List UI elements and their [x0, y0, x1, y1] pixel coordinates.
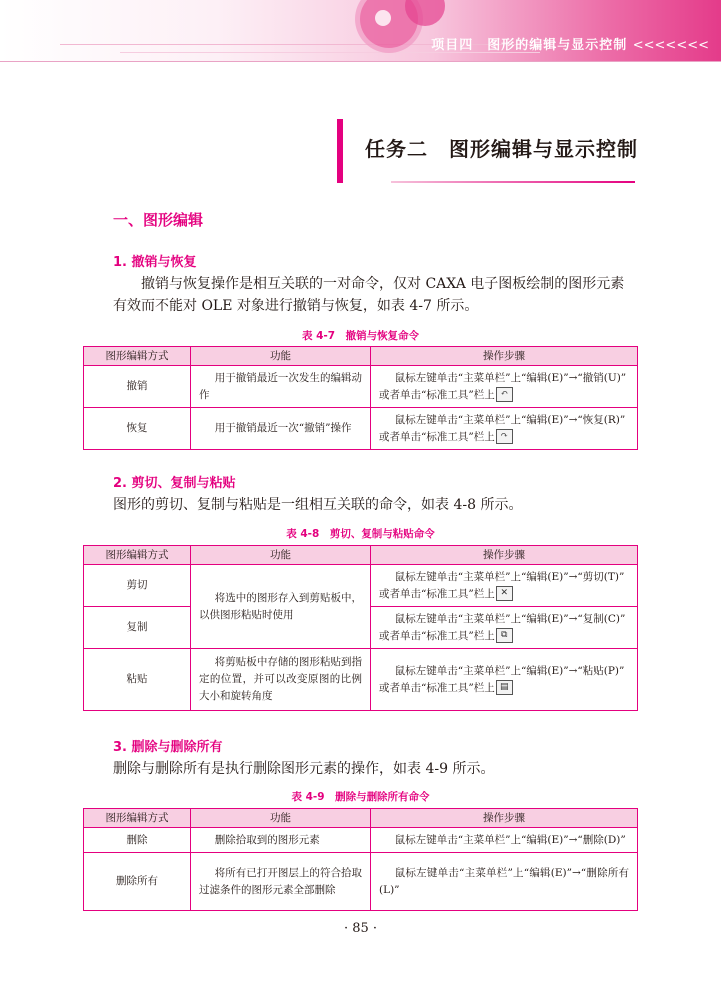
header-chapter: 图形的编辑与显示控制: [487, 38, 628, 53]
cell-function: 用于撤销最近一次“撤销”操作: [191, 408, 371, 450]
task-title: 任务二 图形编辑与显示控制: [365, 137, 638, 161]
table-caption-4-9: 表 4-9 删除与删除所有命令: [291, 791, 430, 803]
cell-function: 用于撤销最近一次发生的编辑动作: [191, 366, 371, 408]
cell-steps: [371, 649, 638, 711]
step-line: 鼠标左键单击“主菜单栏”上“编辑(E)”→“恢复(R)”: [394, 413, 626, 426]
cell-mode: 撤销: [84, 366, 191, 408]
cell-function: 将剪贴板中存储的图形粘贴到指定的位置，并可以改变原图的比例大小和旋转角度: [191, 649, 371, 711]
gear-icon: [375, 10, 391, 26]
task-title-block: [337, 119, 638, 183]
column-header: 图形编辑方式: [84, 546, 191, 565]
task-title-underline: [391, 181, 635, 183]
table-row: [84, 853, 638, 911]
table-caption-4-7: 表 4-7 撤销与恢复命令: [301, 330, 420, 342]
step-text: 或者单击“标准工具”栏上: [379, 629, 495, 642]
step-line: [379, 680, 629, 697]
cell-mode: 删除: [84, 828, 191, 853]
copy-icon: ⧉: [496, 628, 513, 643]
column-header: 功能: [191, 347, 371, 366]
table-row: [84, 565, 638, 607]
table-header-row: [84, 546, 638, 565]
table-row: [84, 366, 638, 408]
cell-mode: 恢复: [84, 408, 191, 450]
table-4-9: [83, 808, 638, 911]
task-title-bar: [337, 119, 343, 183]
paragraph-undo: 撤销与恢复操作是相互关联的一对命令，仅对 CAXA 电子图板绘制的图形元素有效而不能对 OLE 对象进行撤销与恢复，如表 4-7 所示。: [113, 276, 625, 314]
cell-mode: 粘贴: [84, 649, 191, 711]
step-line: [379, 586, 629, 603]
column-header: 操作步骤: [371, 809, 638, 828]
cell-steps: 鼠标左键单击“主菜单栏”上“编辑(E)”→“删除所有(L)”: [371, 853, 638, 911]
cell-mode: 剪切: [84, 565, 191, 607]
step-line: [379, 628, 629, 645]
column-header: 操作步骤: [371, 347, 638, 366]
header-title: [431, 34, 709, 53]
page-number: · 85 ·: [343, 921, 378, 936]
page-header: [0, 0, 721, 62]
paragraph-delete: 删除与删除所有是执行删除图形元素的操作，如表 4-9 所示。: [113, 761, 495, 777]
cell-function: 将选中的图形存入到剪贴板中，以供图形粘贴时使用: [191, 565, 371, 649]
step-text: 或者单击“标准工具”栏上: [379, 430, 495, 443]
cell-steps: [371, 607, 638, 649]
table-row: [84, 408, 638, 450]
column-header: 功能: [191, 809, 371, 828]
section-heading: 一、图形编辑: [113, 211, 204, 229]
cell-steps: 鼠标左键单击“主菜单栏”上“编辑(E)”→“删除(D)”: [371, 828, 638, 853]
redo-icon: ↷: [496, 429, 513, 444]
cell-function: 将所有已打开图层上的符合拾取过滤条件的图形元素全部删除: [191, 853, 371, 911]
step-line: 鼠标左键单击“主菜单栏”上“编辑(E)”→“撤销(U)”: [394, 371, 627, 384]
table-header-row: [84, 347, 638, 366]
column-header: 功能: [191, 546, 371, 565]
step-line: 鼠标左键单击“主菜单栏”上“编辑(E)”→“粘贴(P)”: [394, 664, 625, 677]
sub-heading-delete: 3. 删除与删除所有: [113, 740, 223, 755]
table-row: [84, 649, 638, 711]
table-header-row: [84, 809, 638, 828]
paste-icon: ▤: [496, 680, 513, 695]
cell-steps: [371, 366, 638, 408]
step-line: 鼠标左键单击“主菜单栏”上“编辑(E)”→“复制(C)”: [394, 612, 626, 625]
cell-function: 删除拾取到的图形元素: [191, 828, 371, 853]
table-4-8: [83, 545, 638, 711]
sub-heading-undo: 1. 撤销与恢复: [113, 255, 197, 270]
cell-steps: [371, 565, 638, 607]
column-header: 图形编辑方式: [84, 347, 191, 366]
header-bottom-line: [0, 61, 721, 62]
table-4-7: [83, 346, 638, 450]
cell-mode: 复制: [84, 607, 191, 649]
header-project: 项目四: [431, 38, 474, 53]
column-header: 图形编辑方式: [84, 809, 191, 828]
step-line: [379, 387, 629, 404]
cell-steps: [371, 408, 638, 450]
column-header: 操作步骤: [371, 546, 638, 565]
paragraph-cut-copy-paste: 图形的剪切、复制与粘贴是一组相互关联的命令，如表 4-8 所示。: [113, 497, 523, 513]
undo-icon: ↶: [496, 387, 513, 402]
step-line: 鼠标左键单击“主菜单栏”上“编辑(E)”→“剪切(T)”: [394, 570, 625, 583]
step-text: 或者单击“标准工具”栏上: [379, 681, 495, 694]
step-text: 或者单击“标准工具”栏上: [379, 587, 495, 600]
sub-heading-cut-copy-paste: 2. 剪切、复制与粘贴: [113, 476, 236, 491]
step-text: 或者单击“标准工具”栏上: [379, 388, 495, 401]
header-arrows: <<<<<<<: [632, 38, 709, 53]
table-row: [84, 828, 638, 853]
step-line: [379, 429, 629, 446]
cell-mode: 删除所有: [84, 853, 191, 911]
cut-icon: ✕: [496, 586, 513, 601]
table-caption-4-8: 表 4-8 剪切、复制与粘贴命令: [286, 528, 435, 540]
